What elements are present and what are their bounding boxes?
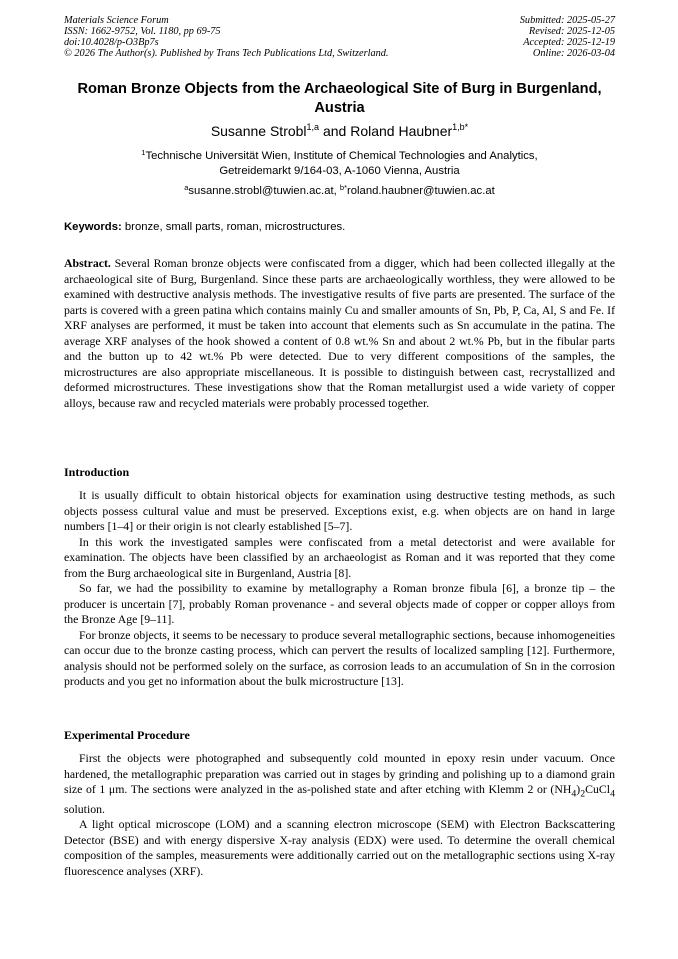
experimental-p1-text: First the objects were photographed and subsequently cold mounted in epoxy resin under vacuum. Once hardened, the metallographic preparation was carried out in stages by grinding and polishing up to a diamond grain size of 1 μm. The sections were analyzed in the as-polished state and after etching with Klemm 2 or (NH: [64, 751, 615, 796]
abstract: [64, 256, 615, 411]
formula-sub-1: 4: [571, 788, 577, 800]
keywords-text: bronze, small parts, roman, microstructures.: [121, 221, 346, 233]
date-revised: Revised: 2025-12-05: [528, 26, 615, 37]
affiliation-marker: 1: [141, 148, 146, 157]
author-connector: and: [319, 123, 351, 139]
header-left: [64, 15, 444, 59]
experimental-body: [64, 751, 615, 879]
author-2-marker: 1,b*: [452, 122, 469, 132]
author-emails: [64, 184, 615, 199]
introduction-paragraph-2: In this work the investigated samples were confiscated from a metal detectorist and were available for examination. The objects have been classified by an archaeologist as Roman and it was reported that they come from the Burg archaeological site in Burgenland, Austria [8].: [64, 534, 615, 580]
date-online: Online: 2026-03-04: [532, 48, 615, 59]
experimental-p1-end: solution.: [64, 801, 105, 816]
author-list: [64, 122, 615, 140]
formula-sub-2: 2: [580, 788, 586, 800]
introduction-paragraph-3: So far, we had the possibility to examine by metallography a Roman bronze fibula [6], a bronze tip – the producer is uncertain [7], probably Roman provenance - and several objects made of copper or copper alloys from the Bronze Age [9–11].: [64, 581, 615, 626]
abstract-label: Abstract.: [64, 256, 111, 270]
copyright: © 2026 The Author(s). Published by Trans Tech Publications Ltd, Switzerland.: [64, 48, 389, 59]
affiliation-institute: Technische Universität Wien, Institute of Chemical Technologies and Analytics,: [145, 150, 538, 162]
email-a[interactable]: susanne.strobl@tuwien.ac.at,: [188, 185, 340, 197]
introduction-paragraph-1: It is usually difficult to obtain historical objects for examination using destructive testing methods, as such objects possess cultural value and must be preserved. Exceptions exist, e.g. when objects are on hand in large numbers [1–4] or their origin is not clearly established [5–7].: [64, 488, 615, 533]
email-b[interactable]: roland.haubner@tuwien.ac.at: [347, 185, 495, 197]
keywords-label: Keywords:: [64, 221, 122, 233]
author-1: Susanne Strobl: [210, 123, 307, 139]
abstract-paragraph: [64, 256, 615, 411]
experimental-paragraph-2: A light optical microscope (LOM) and a scanning electron microscope (SEM) with Electron Backscattering Detector (BSE) and with energy dispersive X-ray analysis (EDX) were used. To determine the overall chemical composition of the samples, measurements were additionally carried out on the metallographic sections using X-ray fluorescence analyses (XRF).: [64, 817, 615, 878]
experimental-paragraph-1: [64, 751, 615, 817]
affiliation-line-2: Getreidemarkt 9/164-03, A-1060 Vienna, Austria: [219, 165, 460, 177]
formula-part-b: ): [576, 782, 581, 796]
formula-part-c: CuCl: [585, 782, 611, 796]
email-b-marker: b*: [339, 183, 347, 192]
paper-title: Roman Bronze Objects from the Archaeological Site of Burg in Burgenland, Austria: [77, 81, 602, 116]
date-submitted: Submitted: 2025-05-27: [519, 15, 615, 26]
experimental-heading: Experimental Procedure: [64, 728, 190, 742]
affiliation-line-1: [64, 149, 615, 164]
formula-sub-3: 4: [610, 788, 615, 800]
introduction-paragraph-4: For bronze objects, it seems to be necessary to produce several metallographic sections, because inhomogeneities can occur due to the bronze casting process, which can pervert the results of localized sampling [12]. Furthermore, analysis should not be performed solely on the surface, as corrosion leads to an accumulation of Sn in the corrosion products and you get no information about the bulk microstructure [13].: [64, 627, 615, 688]
doi[interactable]: doi:10.4028/p-O3Bp7s: [64, 37, 159, 48]
author-2: Roland Haubner: [350, 123, 453, 139]
abstract-text: Several Roman bronze objects were confiscated from a digger, which had been collected illegally at the archaeological site of Burg, Burgenland. Since these parts are archaeologically worthless, they were allowed to be examined with destructive analysis methods. The investigative results of five parts are presented. The surface of the parts is covered with a green patina which contains mainly Cu and smaller amounts of Sn, Pb, P, Ca, Al, S and Fe. If XRF analyses are performed, it must be taken into account that elements such as Sn accumulate in the patina. The average XRF analyses of the hook showed a content of 0.8 wt.% Sn and about 2 wt.% Pb, but in the fibular parts and the button up to 42 wt.% Pb were detected. Due to very different compositions of the samples, the microstructures are also appropriate miscellaneous. It is possible to distinguish between cast, recrystallized and deformed microstructures. These investigations show that the Roman metallurgist used a wide variety of copper alloys, because raw and recycled materials were probably processed together.: [64, 256, 615, 410]
email-a-marker: a: [184, 183, 189, 192]
keywords: [64, 220, 615, 235]
author-1-marker: 1,a: [306, 122, 320, 132]
date-accepted: Accepted: 2025-12-19: [523, 37, 615, 48]
journal-name: Materials Science Forum: [64, 15, 169, 26]
journal-issn: ISSN: 1662-9752, Vol. 1180, pp 69-75: [64, 26, 221, 37]
header-right: [415, 15, 615, 59]
affiliation: [64, 149, 615, 179]
introduction-heading: Introduction: [64, 465, 130, 479]
introduction-body: [64, 488, 615, 690]
